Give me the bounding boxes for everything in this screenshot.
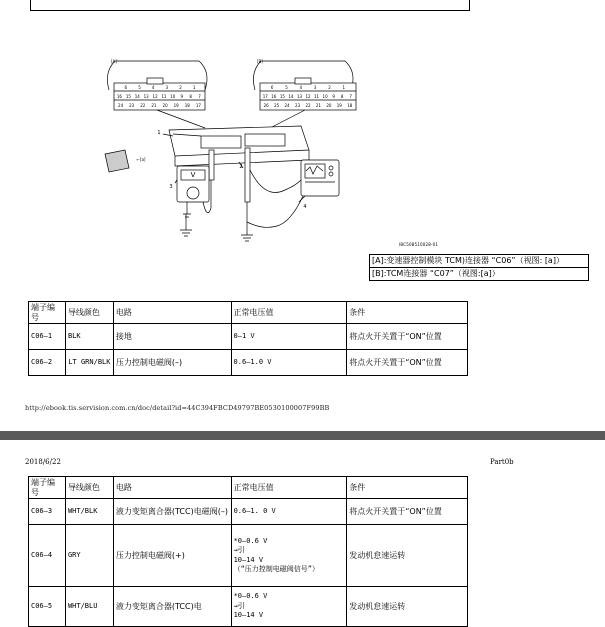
pin-number: 15 xyxy=(279,94,285,99)
cell-condition: 将点火开关置于“ON”位置 xyxy=(347,499,468,525)
pin-number: 11 xyxy=(161,94,167,99)
table-header xyxy=(29,477,468,499)
table-header xyxy=(29,302,468,324)
cell-wire-color: BLK xyxy=(65,324,113,350)
pin-number: 13 xyxy=(143,94,149,99)
figure-code: IBC508510028-01 xyxy=(399,242,439,247)
cell-terminal: C06–3 xyxy=(29,499,66,525)
pin-number: 3 xyxy=(165,85,169,90)
view-label: ←[a] xyxy=(136,157,146,162)
header-circuit: 电路 xyxy=(113,302,231,324)
pin-number: 23 xyxy=(295,103,301,108)
connector-diagram xyxy=(95,50,395,245)
callout-1: 1 xyxy=(157,130,161,136)
pin-number: 7 xyxy=(349,94,352,99)
pin-number: 6 xyxy=(270,85,274,90)
pin-number: 18 xyxy=(184,103,190,108)
header-wire-color: 导线颜色 xyxy=(65,477,113,499)
cell-wire-color: WHT/BLU xyxy=(65,587,113,627)
pin-number: 8 xyxy=(189,94,192,99)
pin-number: 20 xyxy=(162,103,168,108)
cell-terminal: C06–1 xyxy=(29,324,66,350)
table-row xyxy=(29,499,468,525)
pin-number: 9 xyxy=(180,94,184,99)
callout-2: 2 xyxy=(239,164,243,170)
pin-number: 16 xyxy=(116,94,122,99)
pin-number: 2 xyxy=(179,85,182,90)
cell-condition: 发动机怠速运转 xyxy=(347,525,468,587)
pin-number: 19 xyxy=(173,103,179,108)
cell-voltage: 0.6–1.0 V xyxy=(231,350,347,376)
callout-4: 4 xyxy=(303,204,307,210)
pin-number: 26 xyxy=(263,103,269,108)
pin-number: 6 xyxy=(124,85,128,90)
cell-voltage: 0–1 V xyxy=(231,324,347,350)
callout-3: 3 xyxy=(169,184,173,190)
cell-condition: 发动机怠速运转 xyxy=(347,587,468,627)
pin-number: 9 xyxy=(332,94,335,99)
top-frame xyxy=(30,0,470,11)
pin-number: 17 xyxy=(262,94,268,99)
header-condition: 条件 xyxy=(347,302,468,324)
pin-number: 15 xyxy=(125,94,131,99)
pin-number: 20 xyxy=(326,103,332,108)
figure-legend xyxy=(369,254,589,281)
print-date: 2018/6/22 xyxy=(25,458,61,466)
cell-circuit: 压力控制电磁阀(+) xyxy=(113,525,231,587)
cell-circuit: 液力变矩离合器(TCC)电 xyxy=(113,587,231,627)
label-a: [A] xyxy=(111,59,117,64)
header-wire-color: 导线颜色 xyxy=(65,302,113,324)
pin-number: 25 xyxy=(274,103,280,108)
pin-number: 24 xyxy=(118,103,124,108)
pin-number: 17 xyxy=(195,103,201,108)
header-terminal: 端子编号 xyxy=(29,302,66,324)
pin-number: 23 xyxy=(129,103,135,108)
pin-number: 14 xyxy=(288,94,294,99)
pin-number: 10 xyxy=(322,94,328,99)
page-url: http://ebook.tis.servision.com.cn/doc/detail?id=44C394FBCD49797BE0530100007F99BB xyxy=(25,404,330,412)
pin-number: 22 xyxy=(305,103,311,108)
cell-wire-color: WHT/BLK xyxy=(65,499,113,525)
cell-voltage: *0–0.6 V →引 10–14 V （“压力控制电磁阀信号”） xyxy=(231,525,347,587)
pin-number: 14 xyxy=(134,94,140,99)
header-condition: 条件 xyxy=(347,477,468,499)
pin-number: 12 xyxy=(152,94,158,99)
header-voltage: 正常电压值 xyxy=(231,302,347,324)
pin-number: 5 xyxy=(138,85,141,90)
label-b: [B] xyxy=(257,59,263,64)
pin-number: 1 xyxy=(342,85,346,90)
pin-number: 3 xyxy=(313,85,317,90)
pin-number: 5 xyxy=(285,85,288,90)
pin-number: 4 xyxy=(299,85,303,90)
pin-number: 4 xyxy=(151,85,155,90)
table-row xyxy=(29,587,468,627)
meter-v: V xyxy=(190,171,196,179)
cell-voltage: 0.6–1. 0 V xyxy=(231,499,347,525)
terminal-table-1 xyxy=(28,301,468,376)
cell-terminal: C06–2 xyxy=(29,350,66,376)
page-separator xyxy=(0,431,605,440)
header-voltage: 正常电压值 xyxy=(231,477,347,499)
pin-number: 21 xyxy=(315,103,321,108)
cell-terminal: C06–5 xyxy=(29,587,66,627)
pin-number: 11 xyxy=(313,94,320,99)
header-terminal: 端子编号 xyxy=(29,477,66,499)
pin-number: 2 xyxy=(328,85,331,90)
pin-number: 21 xyxy=(151,103,157,108)
part-label: Part0b xyxy=(490,458,514,466)
pin-number: 16 xyxy=(271,94,277,99)
cell-circuit: 压力控制电磁阀(–) xyxy=(113,350,231,376)
cell-wire-color: LT GRN/BLK xyxy=(65,350,113,376)
cell-voltage: *0–0.6 V →引 10–14 V xyxy=(231,587,347,627)
table-row xyxy=(29,525,468,587)
pin-number: 22 xyxy=(140,103,146,108)
legend-b: [B]:TCM连接器 “C07”（视图:[a]） xyxy=(369,268,589,281)
pin-number: 10 xyxy=(170,94,176,99)
cell-circuit: 液力变矩离合器(TCC)电磁阀(–) xyxy=(113,499,231,525)
cell-condition: 将点火开关置于“ON”位置 xyxy=(347,324,468,350)
pin-number: 18 xyxy=(347,103,353,108)
terminal-table-2 xyxy=(28,476,468,627)
pin-number: 13 xyxy=(296,94,303,99)
pin-number: 24 xyxy=(284,103,290,108)
cell-circuit: 接地 xyxy=(113,324,231,350)
cell-wire-color: GRY xyxy=(65,525,113,587)
pin-number: 8 xyxy=(340,94,344,99)
pin-number: 12 xyxy=(305,94,311,99)
legend-a: [A]:变速器控制模块 TCM)连接器 “C06”（视图: [a]） xyxy=(369,254,589,268)
table-row xyxy=(29,324,468,350)
pin-number: 7 xyxy=(198,94,201,99)
pin-number: 19 xyxy=(336,103,342,108)
table-row xyxy=(29,350,468,376)
cell-condition: 将点火开关置于“ON”位置 xyxy=(347,350,468,376)
cell-terminal: C06–4 xyxy=(29,525,66,587)
pin-number: 1 xyxy=(192,85,196,90)
header-circuit: 电路 xyxy=(113,477,231,499)
